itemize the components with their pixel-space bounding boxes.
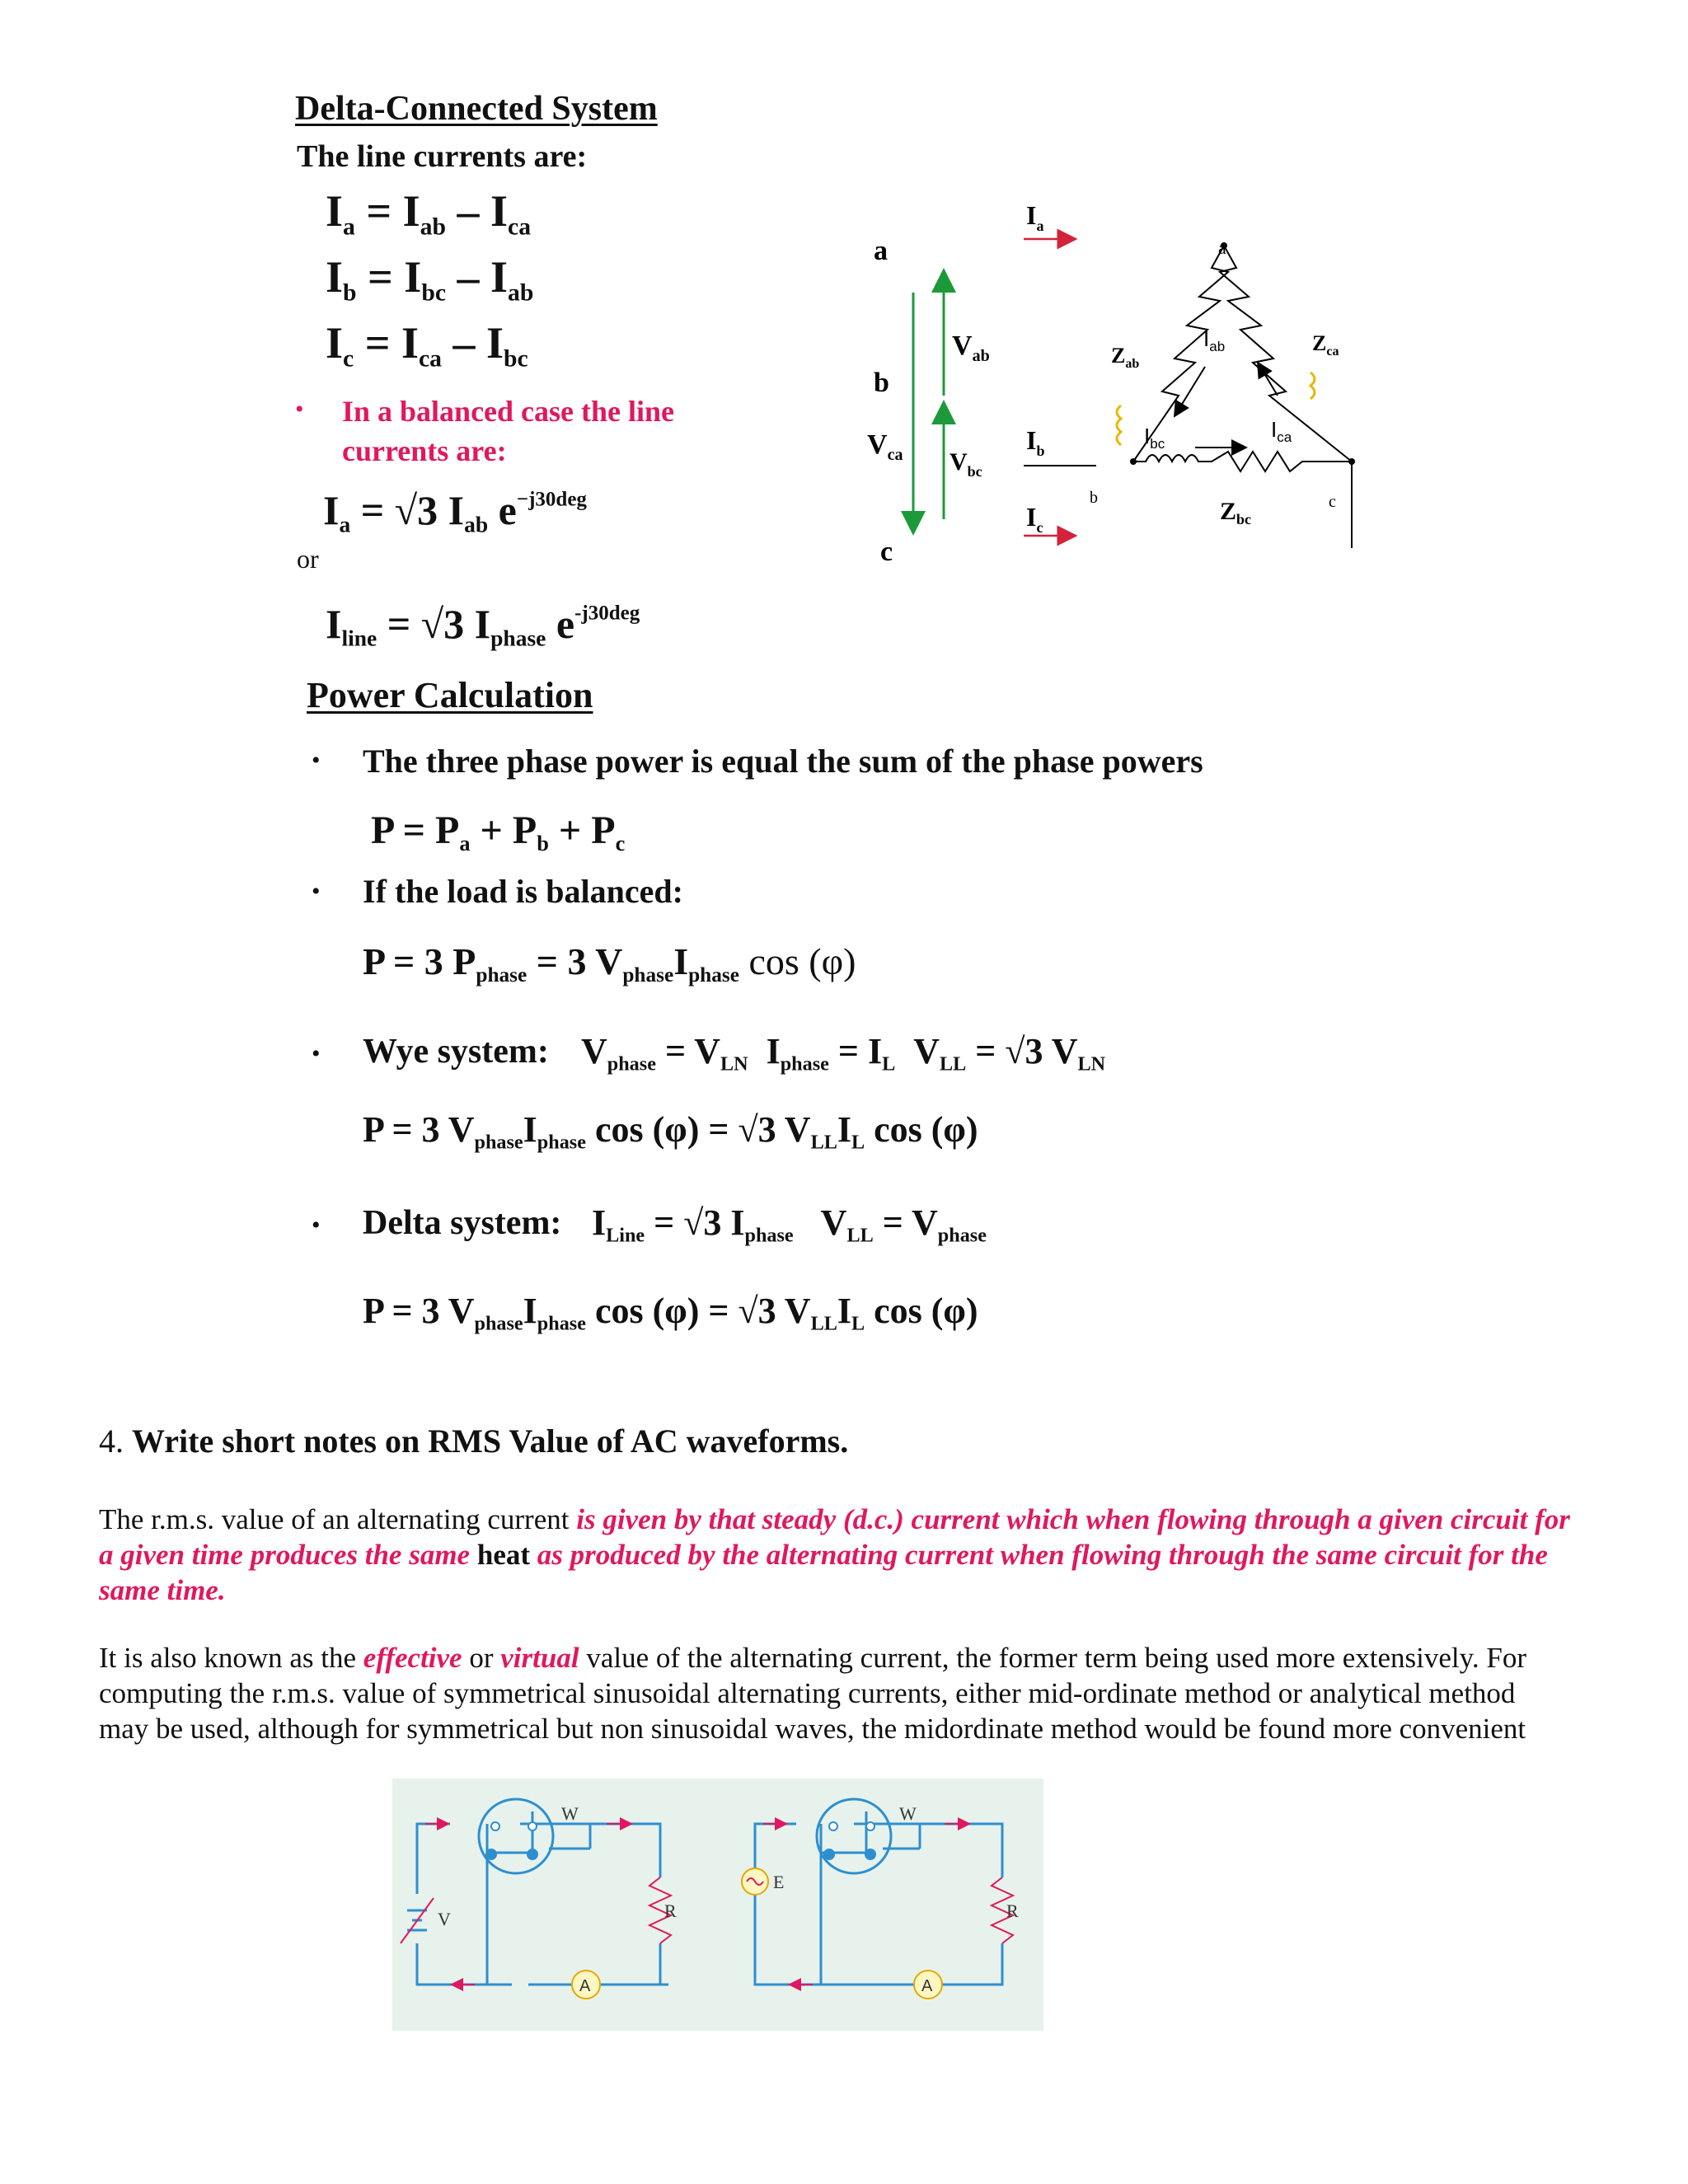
wye-label: Wye system: [363,1033,549,1071]
delta-intro: The line currents are: [297,139,588,174]
zbc-label: Z [1220,498,1237,525]
question-number: 4. [99,1422,124,1460]
svg-text:Ibc: $I_{bc}$ [1144,424,1165,452]
rms-explanation-paragraph: It is also known as the effective or virtual value of the alternating current, the former term being used more extensively. For computing the r.m.s. value of symmetrical sinusoidal alternating currents, either mid-ordinate method or analytical method may be used, although for symmetrical but non sinusoidal waves, the midordinate method would be found more convenient [99,1642,1526,1745]
voltage-source-label: V [438,1909,451,1929]
ibc-label: I [1144,424,1151,448]
svg-text:Iab: $I_{ab}$ [1203,326,1226,354]
svg-text:Zab: $Z_{ab}$ [1111,344,1140,371]
eq-wye-1: $V_{phase} = V_{LN}$ $I_{phase} = I_L$ $V_{LL} = √3$ $V_{LN}$ [581,1031,1106,1076]
delta-system-label: Delta system: [363,1204,562,1242]
vab-label: V [952,330,973,361]
label-b: b [874,368,889,398]
vca-label: V [867,429,888,460]
wattmeter-label-1: W [561,1803,579,1824]
svg-text:Vca: $V_{ca}$ [867,429,903,464]
power-bullet-2: If the load is balanced: [363,873,683,910]
ammeter-label-1: A [579,1977,591,1995]
delta-title: Delta-Connected System [295,90,658,128]
question-heading [99,1422,848,1460]
resistor-label-1: R [664,1900,677,1921]
svg-text:Ia: $I_a$ [1026,200,1044,234]
eq-power-sum: $P = P_a + P_b + P_c$ [371,808,626,856]
delta-circuit-diagram [849,190,1393,577]
wattmeter-label-2: W [899,1803,917,1824]
bullet: • [312,747,321,774]
bullet: • [295,396,304,423]
iab-label: I [1203,326,1210,351]
ib-label: I [1026,425,1037,455]
eq-wye-2: P = 3 $V_{phase}I_{phase}$ cos (φ) = √3 $V_{LL}I_L$ cos (φ) [363,1109,978,1154]
rms-measurement-circuit [392,1779,1043,2031]
eq-delta-2: P = 3 $V_{phase}I_{phase}$ cos (φ) = √3 $V_{LL}I_L$ cos (φ) [363,1291,978,1335]
ica-label: I [1271,417,1278,442]
eq-line-phase: $I_{line} = √3$ $I_{phase}$ $e^{-j30deg}$ [326,601,640,651]
zab-label: Z [1111,344,1126,368]
power-title: Power Calculation [307,675,593,715]
power-bullet-1: The three phase power is equal the sum of the phase powers [363,743,1203,780]
svg-text:Ic: $I_c$ [1026,502,1043,536]
rms-definition-paragraph: The r.m.s. value of an alternating current is given by that steady (d.c.) current which when flowing through a given circuit for a given time produces the same heat as produced by the alternating current when flowing through the same circuit for the same time. [99,1503,1570,1606]
eq-balanced-ia: $I_a = √3$ $I_{ab}$ $e^{-j30deg}$ [323,487,587,537]
resistor-label-2: R [1006,1900,1019,1921]
bullet: • [312,878,321,905]
svg-text:Zca: $Z_{ca}$ [1312,331,1339,359]
eq-power-balanced: P = 3 $P_{phase} = 3$ $V_{phase}I_{phase}$ cos (φ) [363,940,856,987]
node-b: b [1090,489,1098,507]
bullet: • [312,1212,321,1239]
balanced-text-1: In a balanced case the line [342,395,675,428]
eq-delta-1: $I_{Line} = √3$ $I_{phase}$ $V_{LL} = V_{phase}$ [592,1202,987,1247]
label-a: a [874,236,888,266]
svg-text:Ica: $I_{ca}$ [1271,417,1292,445]
svg-text:Vbc: $V_{bc}$ [950,448,982,480]
svg-text:Ib: $I_b$ [1026,425,1045,459]
eq-ia: $I_a = I_{ab} - I_{ca}$ [326,186,532,241]
ac-source-label: E [773,1872,785,1892]
or-text: or [297,544,319,574]
ia-label: I [1026,200,1037,230]
eq-ic: $I_c = I_{ca} - I_{bc}$ [326,318,528,373]
ammeter-label-2: A [921,1977,933,1995]
zca-label: Z [1312,331,1327,355]
question-text: Write short notes on RMS Value of AC waveforms. [132,1422,849,1460]
node-c: c [1329,493,1336,511]
ic-label: I [1026,502,1037,532]
svg-text:Vab: $V_{ab}$ [952,330,990,365]
node-a: a [1218,237,1226,258]
vbc-label: V [950,448,968,476]
z-bc-inductor [1133,452,1352,471]
label-c: c [880,537,893,567]
svg-text:Zbc: $Z_{bc}$ [1220,498,1252,527]
balanced-text-2: currents are: [342,434,507,467]
bullet: • [312,1040,321,1067]
eq-ib: $I_b = I_{bc} - I_{ab}$ [326,252,534,307]
